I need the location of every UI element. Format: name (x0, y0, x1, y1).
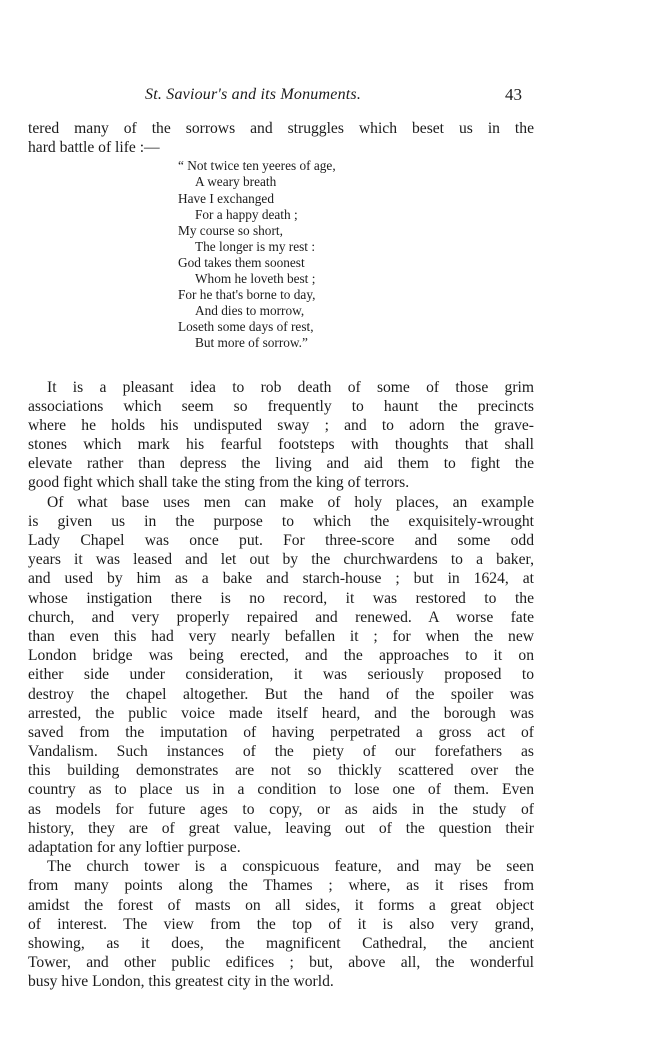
text-line: church, and very properly repaired and renewed. A worse fate (28, 608, 534, 626)
text-line: is given us in the purpose to which the exquisitely-wrought (28, 512, 534, 530)
text-line: Tower, and other public edifices ; but, above all, the wonderful (28, 954, 534, 972)
paragraph-3 (28, 857, 534, 991)
text-line: Vandalism. Such instances of the piety of our forefathers as (28, 743, 534, 761)
text-line: arrested, the public voice made itself heard, and the borough was (28, 704, 534, 722)
spacer (28, 356, 534, 378)
text-line: than even this had very nearly befallen it ; for when the new (28, 627, 534, 645)
text-line: Lady Chapel was once put. For three-score and some odd (28, 532, 534, 549)
poem-line: God takes them soonest (178, 254, 305, 270)
text-line: showing, as it does, the magnificent Cathedral, the ancient (28, 934, 534, 952)
paragraph-1 (28, 378, 534, 493)
text-line: history, they are of great value, leaving out of the question their (28, 819, 534, 837)
body-text (28, 119, 534, 992)
poem-line: But more of sorrow.” (195, 335, 308, 351)
text-line: good fight which shall take the sting from the king of terrors. (28, 474, 410, 492)
text-line: and used by him as a bake and starch-house ; but in 1624, at (28, 570, 534, 588)
paragraph-2 (28, 493, 534, 858)
text-line: The church tower is a conspicuous feature, and may be seen (47, 858, 534, 876)
poem-line: Loseth some days of rest, (178, 319, 314, 335)
text-line: where he holds his undisputed sway ; and to adorn the grave- (28, 416, 534, 434)
text-line: adaptation for any loftier purpose. (28, 839, 241, 856)
text-line: whose instigation there is no record, it was restored to the (28, 589, 534, 607)
text-line: associations which seem so frequently to haunt the precincts (28, 397, 534, 415)
text-line: stones which mark his fearful footsteps with thoughts that shall (28, 436, 534, 454)
poem-line: Have I exchanged (178, 190, 274, 206)
running-title: St. Saviour's and its Monuments. (145, 86, 362, 103)
poem-line: Whom he loveth best ; (195, 271, 316, 287)
poem-line: And dies to morrow, (195, 303, 305, 319)
poem-line: “ Not twice ten yeeres of age, (178, 158, 336, 174)
text-line: saved from the imputation of having perpetrated a gross act of (28, 723, 534, 741)
poem-line: The longer is my rest : (195, 238, 316, 254)
text-line: of interest. The view from the top of it is also very grand, (28, 915, 534, 933)
text-line: tered many of the sorrows and struggles which beset us in the (28, 120, 534, 137)
text-line: elevate rather than depress the living and aid them to fight the (28, 455, 534, 473)
text-line: from many points along the Thames ; where, as it rises from (28, 877, 534, 895)
text-line: busy hive London, this greatest city in the world. (28, 973, 334, 991)
poem-line: For a happy death ; (195, 206, 298, 222)
text-line: either side under consideration, it was seriously proposed to (28, 666, 534, 684)
poem-line: A weary breath (195, 174, 277, 190)
text-line: London bridge was being erected, and the approaches to it on (28, 647, 534, 665)
epitaph-poem (178, 158, 534, 351)
text-line: It is a pleasant idea to rob death of some of those grim (47, 378, 534, 396)
text-line: amidst the forest of masts on all sides, it forms a great object (28, 896, 534, 914)
text-line: hard battle of life :— (28, 139, 160, 157)
text-line: Of what base uses men can make of holy places, an example (47, 493, 534, 511)
poem-line: My course so short, (178, 222, 283, 238)
page-number: 43 (505, 85, 522, 104)
text-line: years it was leased and let out by the churchwardens to a baker, (28, 551, 534, 569)
text-line: as models for future ages to copy, or as aids in the study of (28, 800, 534, 818)
poem-line: For he that's borne to day, (178, 287, 316, 303)
running-head (0, 86, 648, 108)
text-line: destroy the chapel altogether. But the hand of the spoiler was (28, 685, 534, 703)
text-line: country as to place us in a condition to lose one of them. Even (28, 781, 534, 799)
text-line: this building demonstrates are not so thickly scattered over the (28, 762, 534, 780)
